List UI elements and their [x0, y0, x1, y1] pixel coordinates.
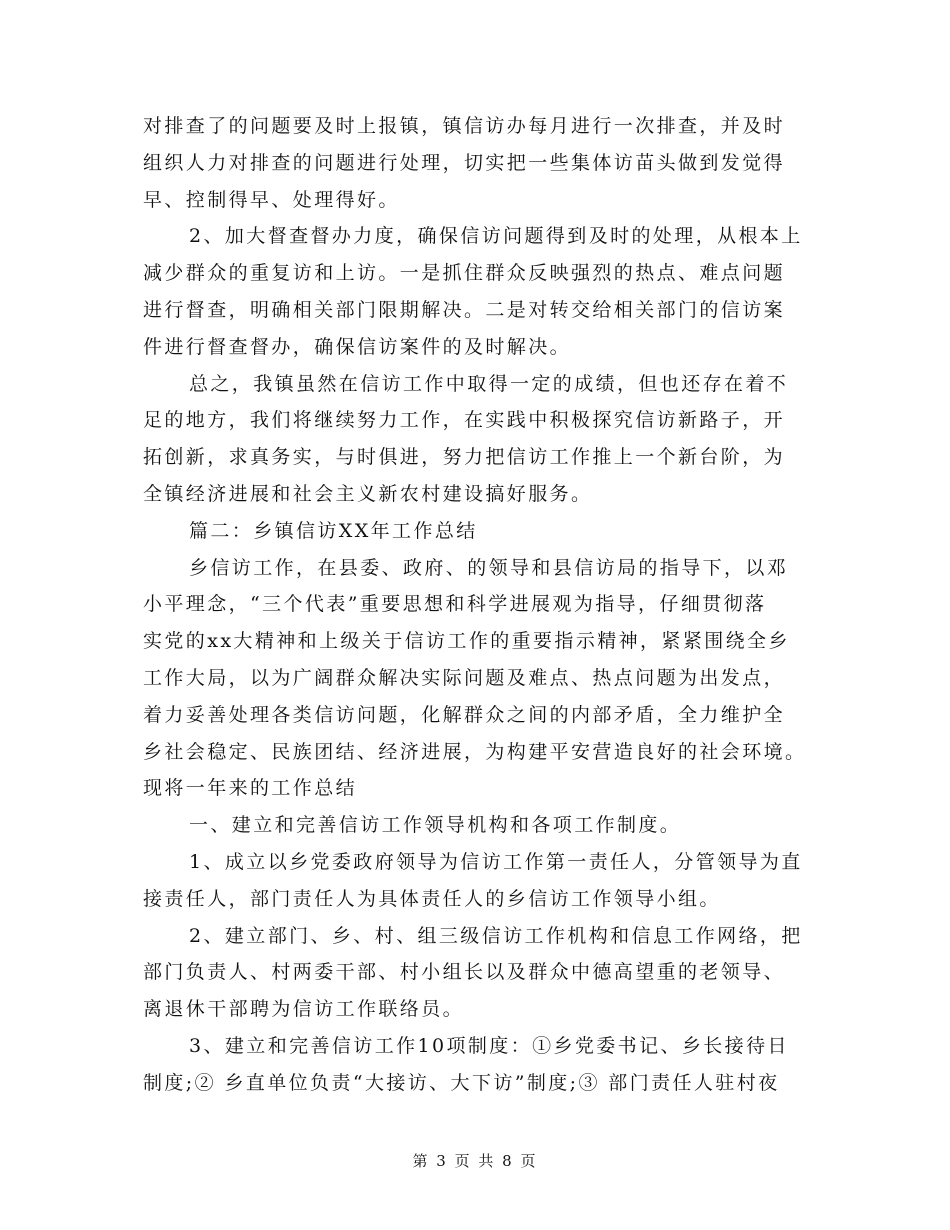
- text-line: 乡社会稳定、民族团结、经济进展，为构建平安营造良好的社会环境。: [143, 740, 807, 763]
- text-line: 件进行督查督办，确保信访案件的及时解决。: [143, 335, 572, 358]
- text-line: 拓创新，求真务实，与时俱进，努力把信访工作推上一个新台阶，为: [143, 446, 786, 469]
- text-line: 总之，我镇虽然在信访工作中取得一定的成绩，但也还存在着不: [189, 372, 789, 395]
- text-line: 现将一年来的工作总结: [143, 777, 358, 800]
- text-line: 乡信访工作，在县委、政府、的领导和县信访局的指导下，以邓: [189, 556, 789, 579]
- document-body: [143, 108, 813, 1102]
- text-line: 进行督查，明确相关部门限期解决。二是对转交给相关部门的信访案: [143, 298, 786, 321]
- text-line: 制度;② 乡直单位负责“大接访、大下访”制度;③ 部门责任人驻村夜: [143, 1071, 780, 1094]
- text-line: 离退休干部聘为信访工作联络员。: [143, 998, 465, 1021]
- text-line: 1、成立以乡党委政府领导为信访工作第一责任人，分管领导为直: [189, 850, 803, 873]
- text-line: 实党的xx大精神和上级关于信访工作的重要指示精神，紧紧围绕全乡: [143, 630, 790, 653]
- text-line: 减少群众的重复访和上访。一是抓住群众反映强烈的热点、难点问题: [143, 262, 786, 285]
- text-line: 部门负责人、村两委干部、村小组长以及群众中德高望重的老领导、: [143, 961, 786, 984]
- text-line: 早、控制得早、处理得好。: [143, 188, 400, 211]
- text-line: 足的地方，我们将继续努力工作，在实践中积极探究信访新路子，开: [143, 409, 786, 432]
- text-line: 2、建立部门、乡、村、组三级信访工作机构和信息工作网络，把: [189, 924, 803, 947]
- text-line: 组织人力对排查的问题进行处理，切实把一些集体访苗头做到发觉得: [143, 151, 786, 174]
- page-number-footer: 第 3 页 共 8 页: [412, 1152, 538, 1170]
- text-line: 接责任人，部门责任人为具体责任人的乡信访工作领导小组。: [143, 887, 721, 910]
- text-line: 小平理念，“三个代表”重要思想和科学进展观为指导，仔细贯彻落: [143, 593, 767, 616]
- text-line: 3、建立和完善信访工作10项制度：①乡党委书记、乡长接待日: [189, 1034, 789, 1057]
- text-line: 全镇经济进展和社会主义新农村建设搞好服务。: [143, 482, 593, 505]
- text-line: 2、加大督查督办力度，确保信访问题得到及时的处理，从根本上: [189, 225, 803, 248]
- text-line: 对排查了的问题要及时上报镇，镇信访办每月进行一次排查，并及时: [143, 115, 786, 137]
- text-line: 工作大局，以为广阔群众解决实际问题及难点、热点问题为出发点，: [143, 666, 786, 689]
- text-line: 着力妥善处理各类信访问题，化解群众之间的内部矛盾，全力维护全: [143, 703, 786, 726]
- section-heading: 篇二：乡镇信访XX年工作总结: [189, 519, 478, 542]
- text-line: 一、建立和完善信访工作领导机构和各项工作制度。: [189, 814, 682, 837]
